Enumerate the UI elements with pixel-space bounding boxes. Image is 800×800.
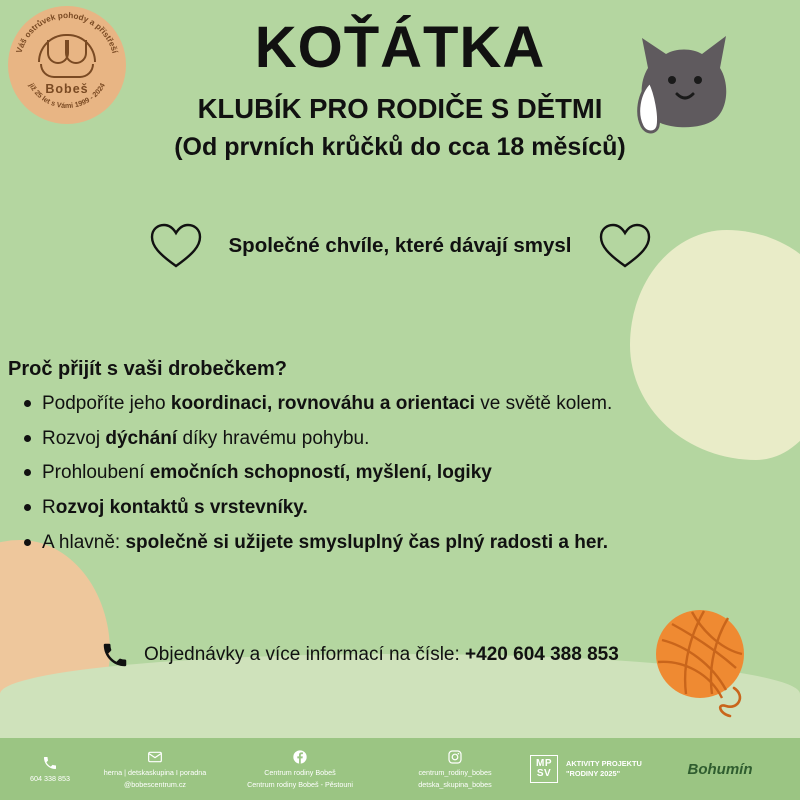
- phone-icon: [42, 755, 58, 771]
- benefits-section: [8, 358, 748, 564]
- footer-instagram-line2: detska_skupina_bobes: [418, 780, 492, 789]
- page-subtitle: KLUBÍK PRO RODIČE S DĚTMI: [197, 92, 603, 124]
- benefit-text-bold: dýchání: [105, 427, 178, 449]
- list-item: [8, 495, 748, 521]
- footer-facebook: [220, 749, 380, 789]
- slogan-row: [0, 222, 800, 270]
- footer-instagram-line1: centrum_rodiny_bobes: [418, 768, 492, 777]
- page-title: KOŤÁTKA: [254, 15, 546, 80]
- benefits-list: [8, 391, 748, 555]
- benefit-text-bold: koordinaci, rovnováhu a orientaci: [170, 393, 475, 414]
- benefit-text-pre: R: [42, 496, 56, 518]
- benefit-text-pre: Prohloubení: [42, 462, 150, 484]
- footer-contact-phone: [10, 755, 90, 783]
- benefit-text-pre: Podpoříte jeho: [42, 393, 171, 414]
- footer-facebook-line1: Centrum rodiny Bobeš: [264, 768, 336, 777]
- footer: [0, 738, 800, 800]
- mpsv-line1: MP: [536, 758, 552, 769]
- list-item: [8, 530, 748, 556]
- contact-row: [100, 640, 619, 670]
- contact-label: Objednávky a více informací na čísle:: [144, 644, 466, 665]
- benefits-question: Proč přijít s vaši drobečkem?: [8, 358, 287, 380]
- footer-email-line1: herna | detskaskupina I poradna: [103, 768, 207, 777]
- project-line1: AKTIVITY PROJEKTU: [566, 759, 642, 769]
- benefit-text-bold: společně si užijete smysluplný čas plný radosti a her.: [125, 531, 609, 553]
- footer-instagram: [380, 749, 530, 789]
- footer-project-block: [530, 755, 660, 783]
- project-line2: "RODINY 2025": [566, 769, 621, 778]
- footer-email-line2: @bobescentrum.cz: [123, 780, 187, 789]
- facebook-icon: [292, 749, 308, 765]
- logo-name: Bobeš: [45, 82, 89, 96]
- benefit-text-bold: emočních schopností, myšlení, logiky: [149, 462, 492, 484]
- footer-facebook-line2: Centrum rodiny Bobeš - Pěstouni: [247, 780, 353, 789]
- instagram-icon: [447, 749, 463, 765]
- benefit-text-pre: A hlavně:: [42, 531, 126, 553]
- heart-icon: [598, 222, 652, 270]
- benefit-text-post: díky hravému pohybu.: [177, 427, 370, 449]
- mpsv-logo: [530, 755, 558, 783]
- benefit-text-pre: Rozvoj: [42, 427, 106, 449]
- footer-city-logo: [660, 761, 780, 778]
- project-caption: [566, 759, 642, 778]
- contact-text: [144, 644, 619, 666]
- footer-phone-text: 604 338 853: [30, 774, 70, 783]
- heart-icon: [149, 222, 203, 270]
- phone-icon: [100, 640, 130, 670]
- contact-phone: +420 604 388 853: [465, 644, 619, 665]
- list-item: [8, 460, 748, 486]
- city-name: Bohumín: [687, 760, 753, 778]
- list-item: [8, 391, 748, 417]
- mail-icon: [147, 749, 163, 765]
- list-item: [8, 426, 748, 452]
- logo-ring-bottom-text: již 25 let s Vámi 1999 - 2024: [27, 81, 107, 111]
- logo-ring-top-text: Váš ostrůvek pohody a přístřeší: [14, 10, 120, 55]
- age-note: (Od prvních krůčků do cca 18 měsíců): [174, 132, 626, 161]
- slogan-text: Společné chvíle, které dávají smysl: [228, 234, 572, 257]
- benefit-text-bold: ozvoj kontaktů s vrstevníky.: [55, 496, 308, 518]
- poster-header: [0, 15, 800, 162]
- mpsv-line2: SV: [536, 768, 552, 779]
- footer-contact-email: [90, 749, 220, 789]
- yarn-ball-illustration: [642, 602, 762, 722]
- benefit-text-post: ve světě kolem.: [474, 393, 613, 414]
